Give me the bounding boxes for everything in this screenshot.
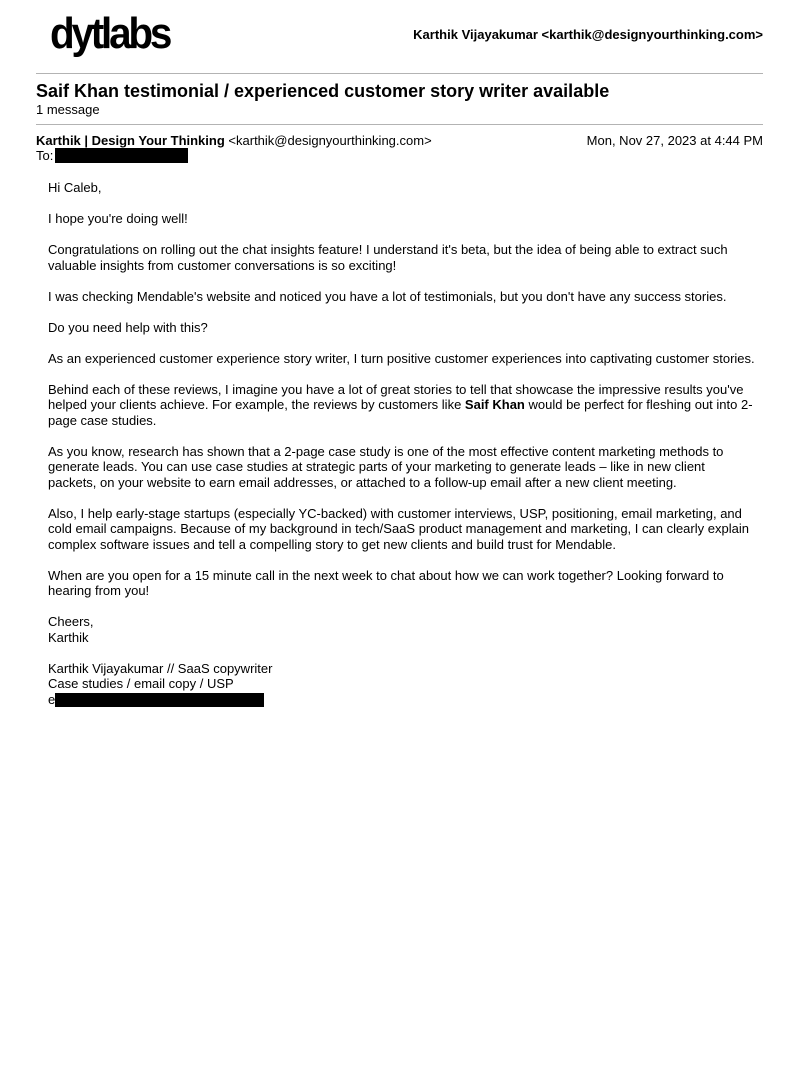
body-paragraph [48,382,756,429]
body-paragraph: When are you open for a 15 minute call in the next week to chat about how we can work together? Looking forward to hearing from you! [48,567,724,598]
divider-message [36,124,763,125]
signature-line: Karthik Vijayakumar // SaaS copywriter [48,660,273,676]
body-paragraph: Also, I help early-stage startups (especially YC-backed) with customer interviews, USP, positioning, email marketing, and cold email campaigns. Because of my background in tech/SaaS product management and marketing, I can clearly explain complex software issues and tell a compelling story to get new clients and build trust for Mendable. [48,505,749,552]
signature-block [48,661,756,708]
body-greeting: Hi Caleb, [48,180,102,195]
body-paragraph: As an experienced customer experience story writer, I turn positive customer experiences into captivating customer stories. [48,350,755,366]
dytlabs-logo: dytlabs [50,9,170,58]
body-paragraph: As you know, research has shown that a 2-page case study is one of the most effective content marketing methods to generate leads. You can use case studies at strategic parts of your marketing to generate leads – like in new client packets, on your website to earn email addresses, or attached to a follow-up email after a new client meeting. [48,443,724,490]
body-paragraph: I was checking Mendable's website and noticed you have a lot of testimonials, but you don't have any success stories. [48,288,727,304]
redacted-signature-email [55,693,264,707]
email-subject: Saif Khan testimonial / experienced customer story writer available [36,81,610,101]
sender-line [36,133,432,149]
signature-email-line [48,692,264,707]
message-count: 1 message [36,102,100,117]
signoff: Cheers, [48,614,94,629]
message-body [48,180,756,707]
account-header: Karthik Vijayakumar <karthik@designyourthinking.com> [413,27,763,42]
signature-line: Case studies / email copy / USP [48,676,234,691]
to-label: To: [36,148,54,163]
body-paragraph: I hope you're doing well! [48,211,188,226]
sender-name: Karthik | Design Your Thinking [36,133,225,148]
recipient-line [36,148,188,164]
body-paragraph: Do you need help with this? [48,319,208,335]
sender-email: <karthik@designyourthinking.com> [228,133,432,148]
redacted-recipient [55,148,188,163]
customer-name-bold: Saif Khan [464,397,525,412]
divider-top [36,73,763,74]
text-run: would be perfect for fleshing out into 2-page case studies. [48,397,753,428]
signoff-name: Karthik [48,629,89,645]
signature-email-prefix: e [48,691,56,707]
signoff-block [48,614,756,645]
text-run: Behind each of these reviews, I imagine you have a lot of great stories to tell that showcase the impressive results you've helped your clients achieve. For example, the reviews by customers like [48,381,744,412]
body-paragraph: Congratulations on rolling out the chat insights feature! I understand it's beta, but the idea of being able to extract such valuable insights from customer conversations is so exciting! [48,242,728,273]
message-date: Mon, Nov 27, 2023 at 4:44 PM [586,133,763,148]
